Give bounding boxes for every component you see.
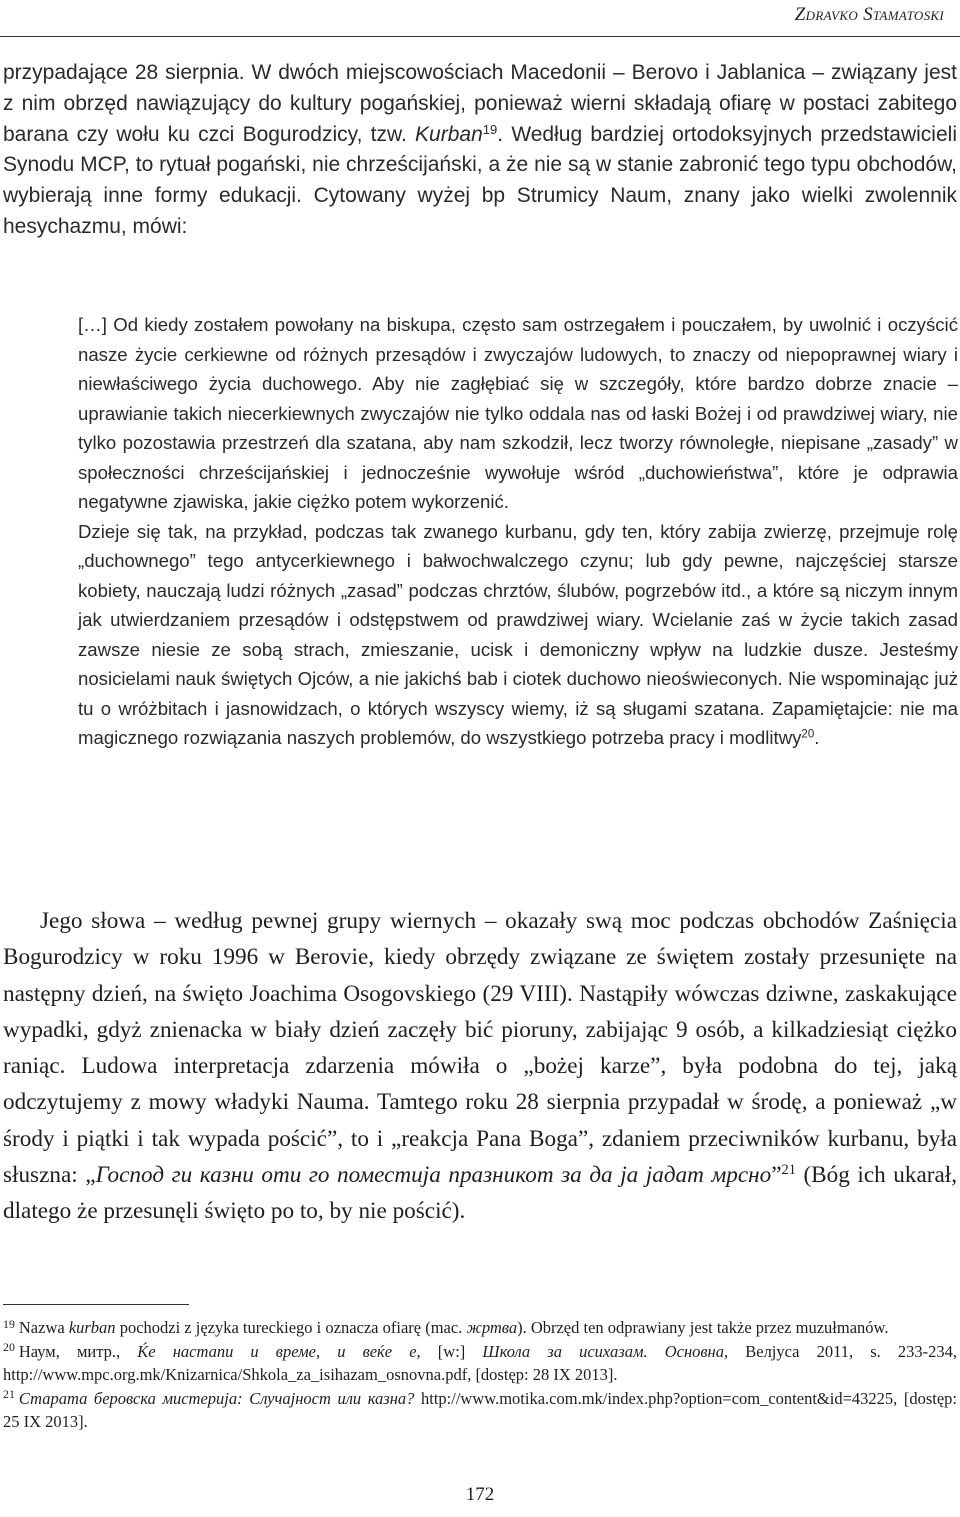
page-number: 172 (465, 1484, 495, 1505)
quote-paragraph-2 (78, 517, 958, 753)
footnote-italic: Старата беровска мистерија: Случајност или казна? (18, 1388, 415, 1408)
footnote-21 (3, 1387, 957, 1434)
footnote-number: 21 (3, 1387, 15, 1402)
footnote-rule (3, 1304, 189, 1305)
footnotes (3, 1316, 957, 1434)
footnote-text: ). Obrzęd ten odprawiany jest także przez muzułmanów. (517, 1318, 889, 1337)
footnote-text: Nazwa (18, 1318, 69, 1337)
footnote-text: , [w:] (416, 1341, 483, 1361)
paragraph-text: przypadające 28 sierpnia. W dwóch miejscowościach Macedonii – Berovo i Jablanica – związany jest z nim obrzęd nawiązujący do kultury pogańskiej, ponieważ wierni składają ofiarę w postaci zabitego barana czy wołu ku czci Bogurodzicy, tzw. (3, 61, 957, 146)
running-head: Zdravko Stamatoski (794, 4, 944, 25)
footnote-text[interactable]: , Велјуса 2011, s. 233-234, http://www.mpc.org.mk/Knizarnica/Shkola_za_isihazam_osnovna.pdf, [dostęp: 28 IX 2013]. (3, 1341, 958, 1385)
header-rule (0, 36, 960, 37)
main-paragraph (3, 903, 957, 1230)
block-quote (78, 310, 958, 753)
paragraph (3, 903, 957, 1230)
kurban-term: Kurban (415, 122, 483, 146)
closing-quote-mark: ” (771, 1162, 782, 1189)
footnote-number: 20 (3, 1340, 15, 1355)
paragraph-text: . Według bardziej ortodoksyjnych przedstawicieli Synodu MCP, to rytuał pogański, nie chrześcijański, a że nie są w stanie zabronić tego typu obchodów, wybierają inne formy edukacji. Cytowany wyżej bp Strumicy Naum, znany jako wielki zwolennik hesychazmu, mówi: (3, 122, 957, 238)
footnote-text: pochodzi z języka tureckiego i oznacza ofiarę (mac. (115, 1318, 467, 1337)
paragraph-text: (Bóg ich ukarał, dlatego że przesunęli święto po to, by nie pościć). (3, 1162, 958, 1225)
footnote-text: Наум, митр., (18, 1341, 138, 1361)
footnote-19 (3, 1316, 957, 1340)
footnote-ref-20[interactable]: 20 (801, 728, 815, 741)
paragraph-text: Jego słowa – według pewnej grupy wiernych – okazały swą moc podczas obchodów Zaśnięcia Bogurodzicy w roku 1996 w Berovie, kiedy obrzędy związane ze świętem zostały przesunięte na następny dzień, na święto Joachima Osogovskiego (29 VIII). Nastąpiły wówczas dziwne, zaskakujące wypadki, gdyż znienacka w biały dzień zaczęły bić pioruny, zabijając 9 osób, a kilkadziesiąt ciężko raniąc. Ludowa interpretacja zdarzenia mówiła o „bożej karze”, była podobna do tej, jaką odczytujemy z mowy władyki Nauma. Tamtego roku 28 sierpnia przypadał w środę, a ponieważ „w środy i piątki i tak wypada pościć”, to i „reakcja Pana Boga”, zdaniem przeciwników kurbanu, była słuszna: „ (3, 908, 957, 1189)
footnote-italic: жртва (466, 1318, 518, 1337)
footnote-number: 19 (3, 1316, 15, 1331)
footnote-italic: Ќе настапи и време, и веќе е (137, 1341, 417, 1361)
footnote-20 (3, 1340, 957, 1387)
footnote-italic: kurban (68, 1318, 116, 1337)
quote-text: Dzieje się tak, na przykład, podczas tak zwanego kurbanu, gdy ten, który zabija zwierzę, przejmuje rolę „duchownego” tego antycerkiewnego i bałwochwalczego czynu; lub gdy pewne, najczęściej starsze kobiety, nauczają ludzi różnych „zasad” podczas chrztów, ślubów, pogrzebów itd., a które są niczym innym jak utwierdzaniem przesądów i odstępstwem od prawdziwej wiary. Wcielanie zaś w życie takich zasad zawsze niesie ze sobą strach, zmieszanie, ucisk i demoniczny wpływ na ludzkie dusze. Jesteśmy nosicielami nauk świętych Ojców, a nie jakichś bab i ciotek duchowo nieoświeconych. Nie wspominając już tu o wróżbitach i jasnowidzach, o których wszyscy wiemy, iż są sługami szatana. Zapamiętajcie: nie ma magicznego rozwiązania naszych problemów, do wszystkiego potrzeba pracy i modlitwy (78, 520, 958, 748)
footnote-ref-19[interactable]: 19 (482, 121, 498, 137)
paragraph (3, 58, 957, 243)
footnote-italic: Школа за исихазам. Основна (482, 1341, 724, 1361)
cyrillic-quote: Господ ги казни оти го поместија празникот за да ја јадат мрсно (95, 1162, 772, 1189)
footnote-ref-21[interactable]: 21 (781, 1162, 796, 1179)
quote-paragraph-1: […] Od kiedy zostałem powołany na biskupa, często sam ostrzegałem i pouczałem, by uwolnić i oczyścić nasze życie cerkiewne od różnych przesądów i zwyczajów ludowych, to znaczy od niepoprawnej wiary i niewłaściwego życia duchowego. Aby nie zagłębiać się w szczegóły, które bardzo dobrze znacie – uprawianie takich niecerkiewnych zwyczajów nie tylko oddala nas od łaski Bożej i od prawdziwej wiary, nie tylko pozostawia przestrzeń dla szatana, aby nam szkodził, lecz tworzy równoległe, niepisane „zasady” w społeczności chrześcijańskiej i jednocześnie wywołuje wśród „duchowieństwa”, które je odprawia negatywne zjawiska, jakie ciężko potem wykorzenić. (78, 314, 958, 512)
quote-text-end: . (814, 727, 820, 748)
opening-paragraph (3, 58, 957, 243)
footnote-link-text[interactable]: http://www.motika.com.mk/index.php?option=com_content&id=43225, [dostęp: 25 IX 2013]. (3, 1388, 958, 1432)
